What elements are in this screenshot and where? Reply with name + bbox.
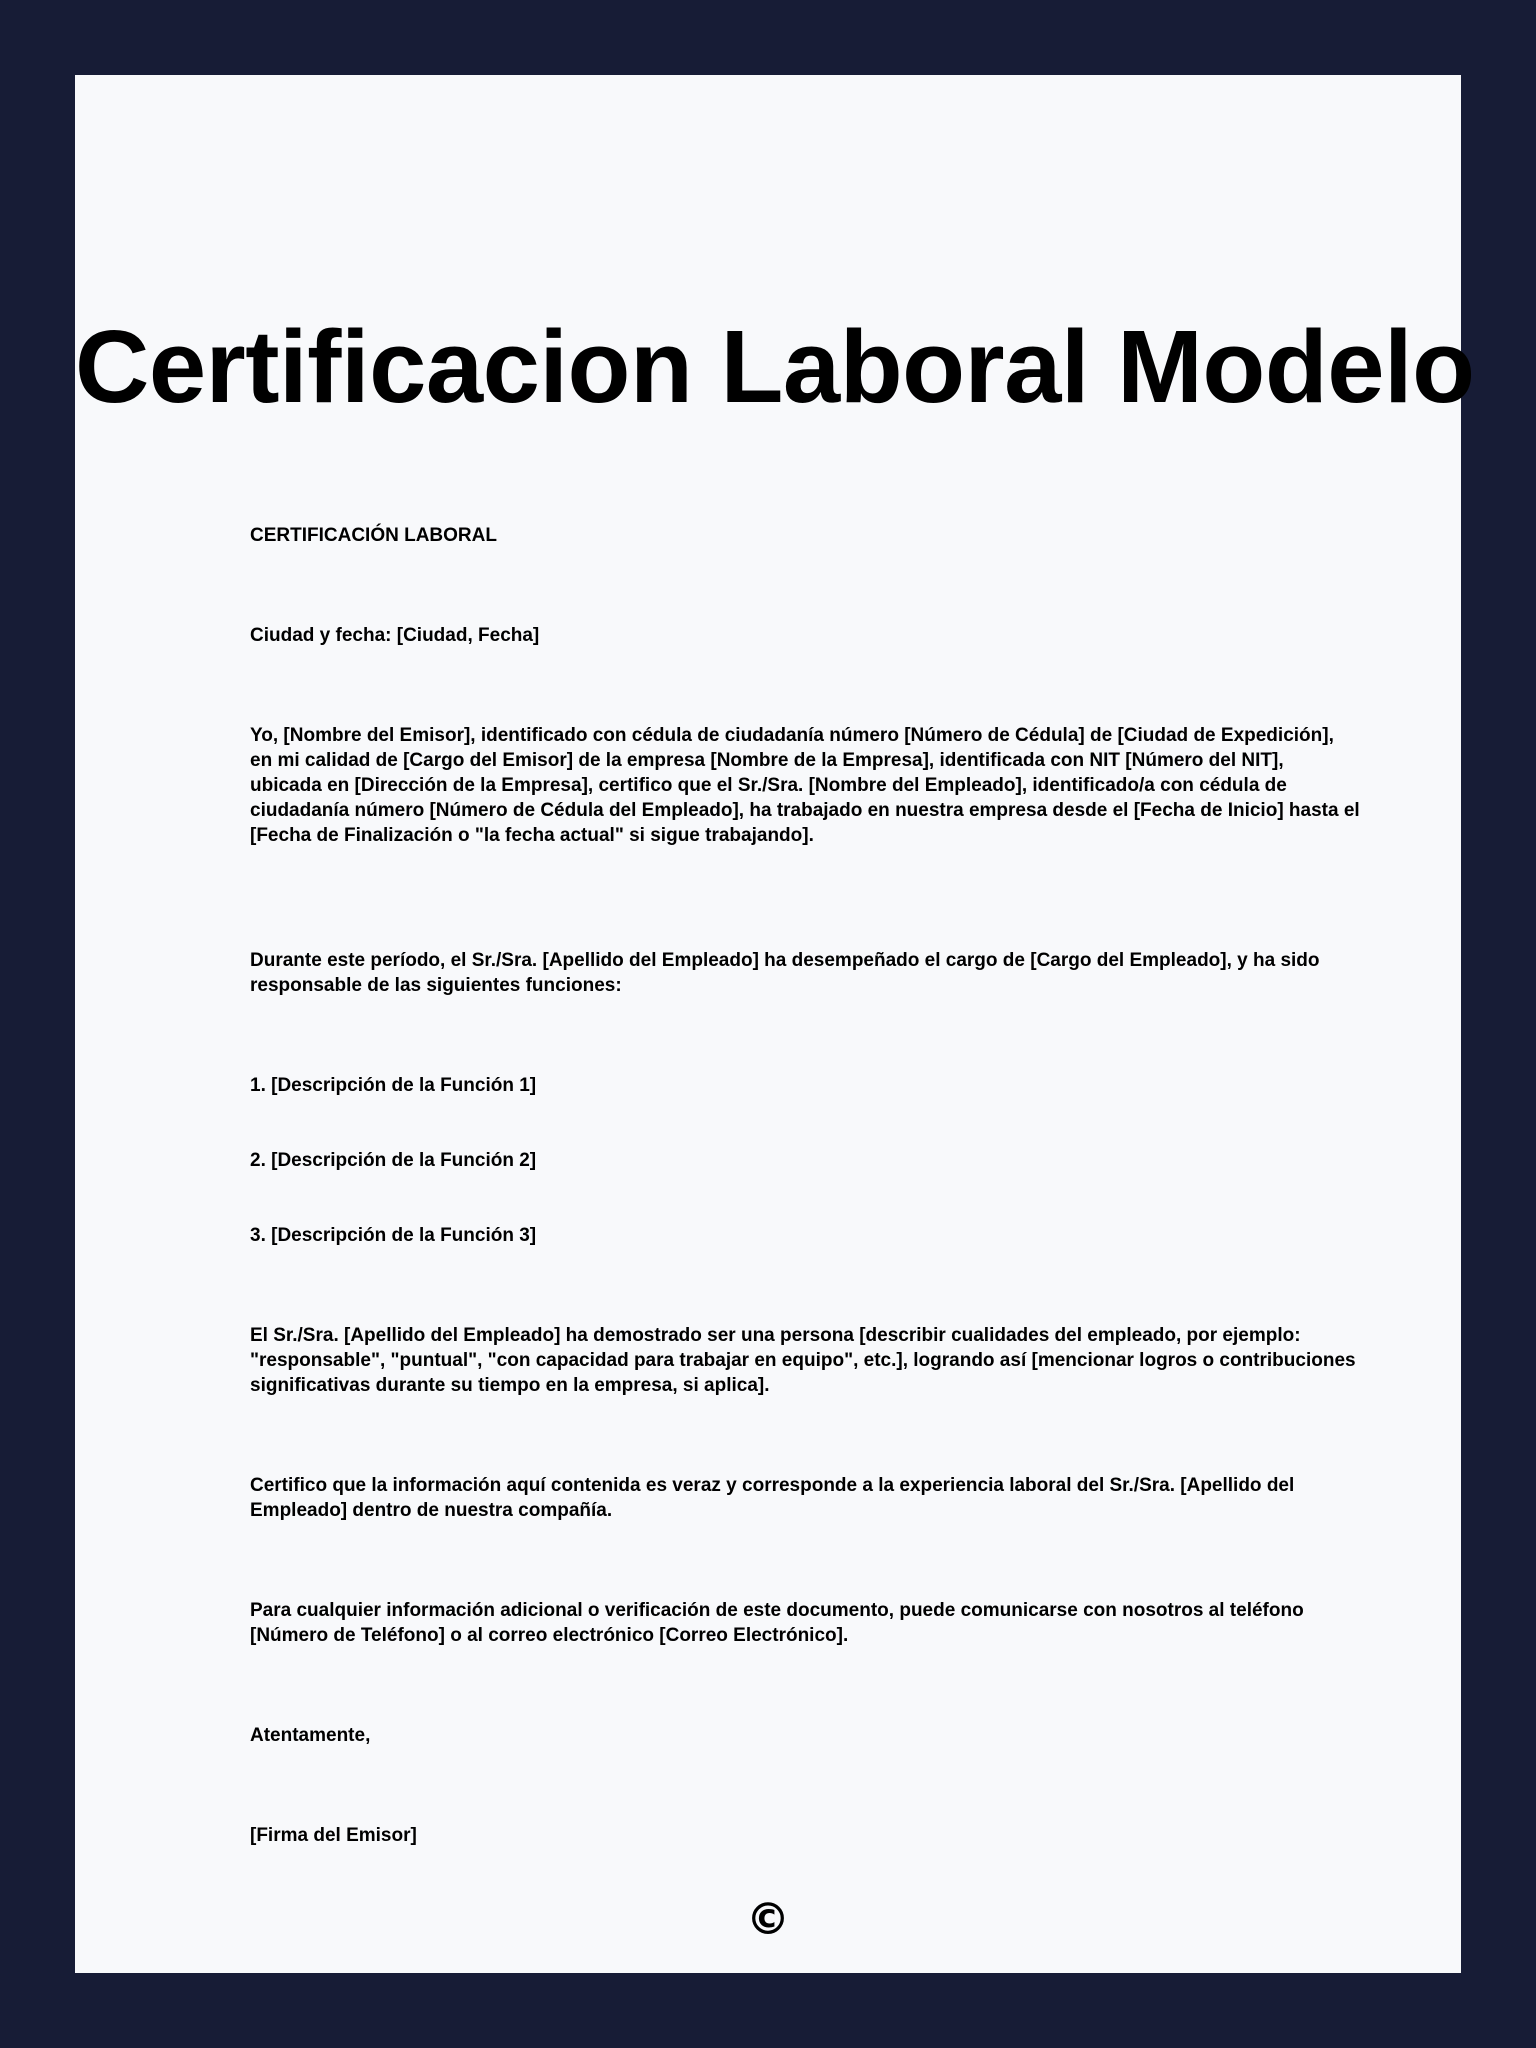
certificate-heading: CERTIFICACIÓN LABORAL: [250, 525, 497, 546]
document-page: [75, 75, 1475, 1973]
function-item-3: 3. [Descripción de la Función 3]: [250, 1225, 537, 1246]
function-item-2: 2. [Descripción de la Función 2]: [250, 1150, 537, 1171]
document-title: Certificacion Laboral Modelo: [75, 309, 1475, 424]
city-date-line: Ciudad y fecha: [Ciudad, Fecha]: [250, 625, 540, 646]
intro-paragraph: Yo, [Nombre del Emisor], identificado con cédula de ciudadanía número [Número de Cédula] de [Ciudad de Expedición], en mi calidad de [Cargo del Emisor] de la empresa [Nombre de la Empresa], identificada con NIT [Número del NIT], ubicada en [Dirección de la Empresa], certifico que el Sr./Sra. [Nombre del Empleado], identificado/a con cédula de ciudadanía número [Número de Cédula del Empleado], ha trabajado en nuestra empresa desde el [Fecha de Inicio] hasta el [Fecha de Finalización o "la fecha actual" si sigue trabajando].: [250, 725, 1360, 846]
copyright-icon: ©: [746, 1894, 790, 1945]
signature-line: [Firma del Emisor]: [250, 1825, 417, 1846]
qualities-paragraph: El Sr./Sra. [Apellido del Empleado] ha demostrado ser una persona [describir cualidades del empleado, por ejemplo: "responsable", "puntual", "con capacidad para trabajar en equipo", etc.], logrando así [mencionar logros o contribuciones significativas durante su tiempo en la empresa, si aplica].: [250, 1325, 1356, 1396]
function-item-1: 1. [Descripción de la Función 1]: [250, 1075, 537, 1096]
period-paragraph: Durante este período, el Sr./Sra. [Apellido del Empleado] ha desempeñado el cargo de [Cargo del Empleado], y ha sido responsable de las siguientes funciones:: [250, 950, 1320, 996]
contact-paragraph: Para cualquier información adicional o verificación de este documento, puede comunicarse con nosotros al teléfono [Número de Teléfono] o al correo electrónico [Correo Electrónico].: [250, 1600, 1304, 1646]
closing-line: Atentamente,: [250, 1725, 371, 1746]
certify-paragraph: Certifico que la información aquí contenida es veraz y corresponde a la experiencia laboral del Sr./Sra. [Apellido del Empleado] dentro de nuestra compañía.: [250, 1475, 1295, 1521]
